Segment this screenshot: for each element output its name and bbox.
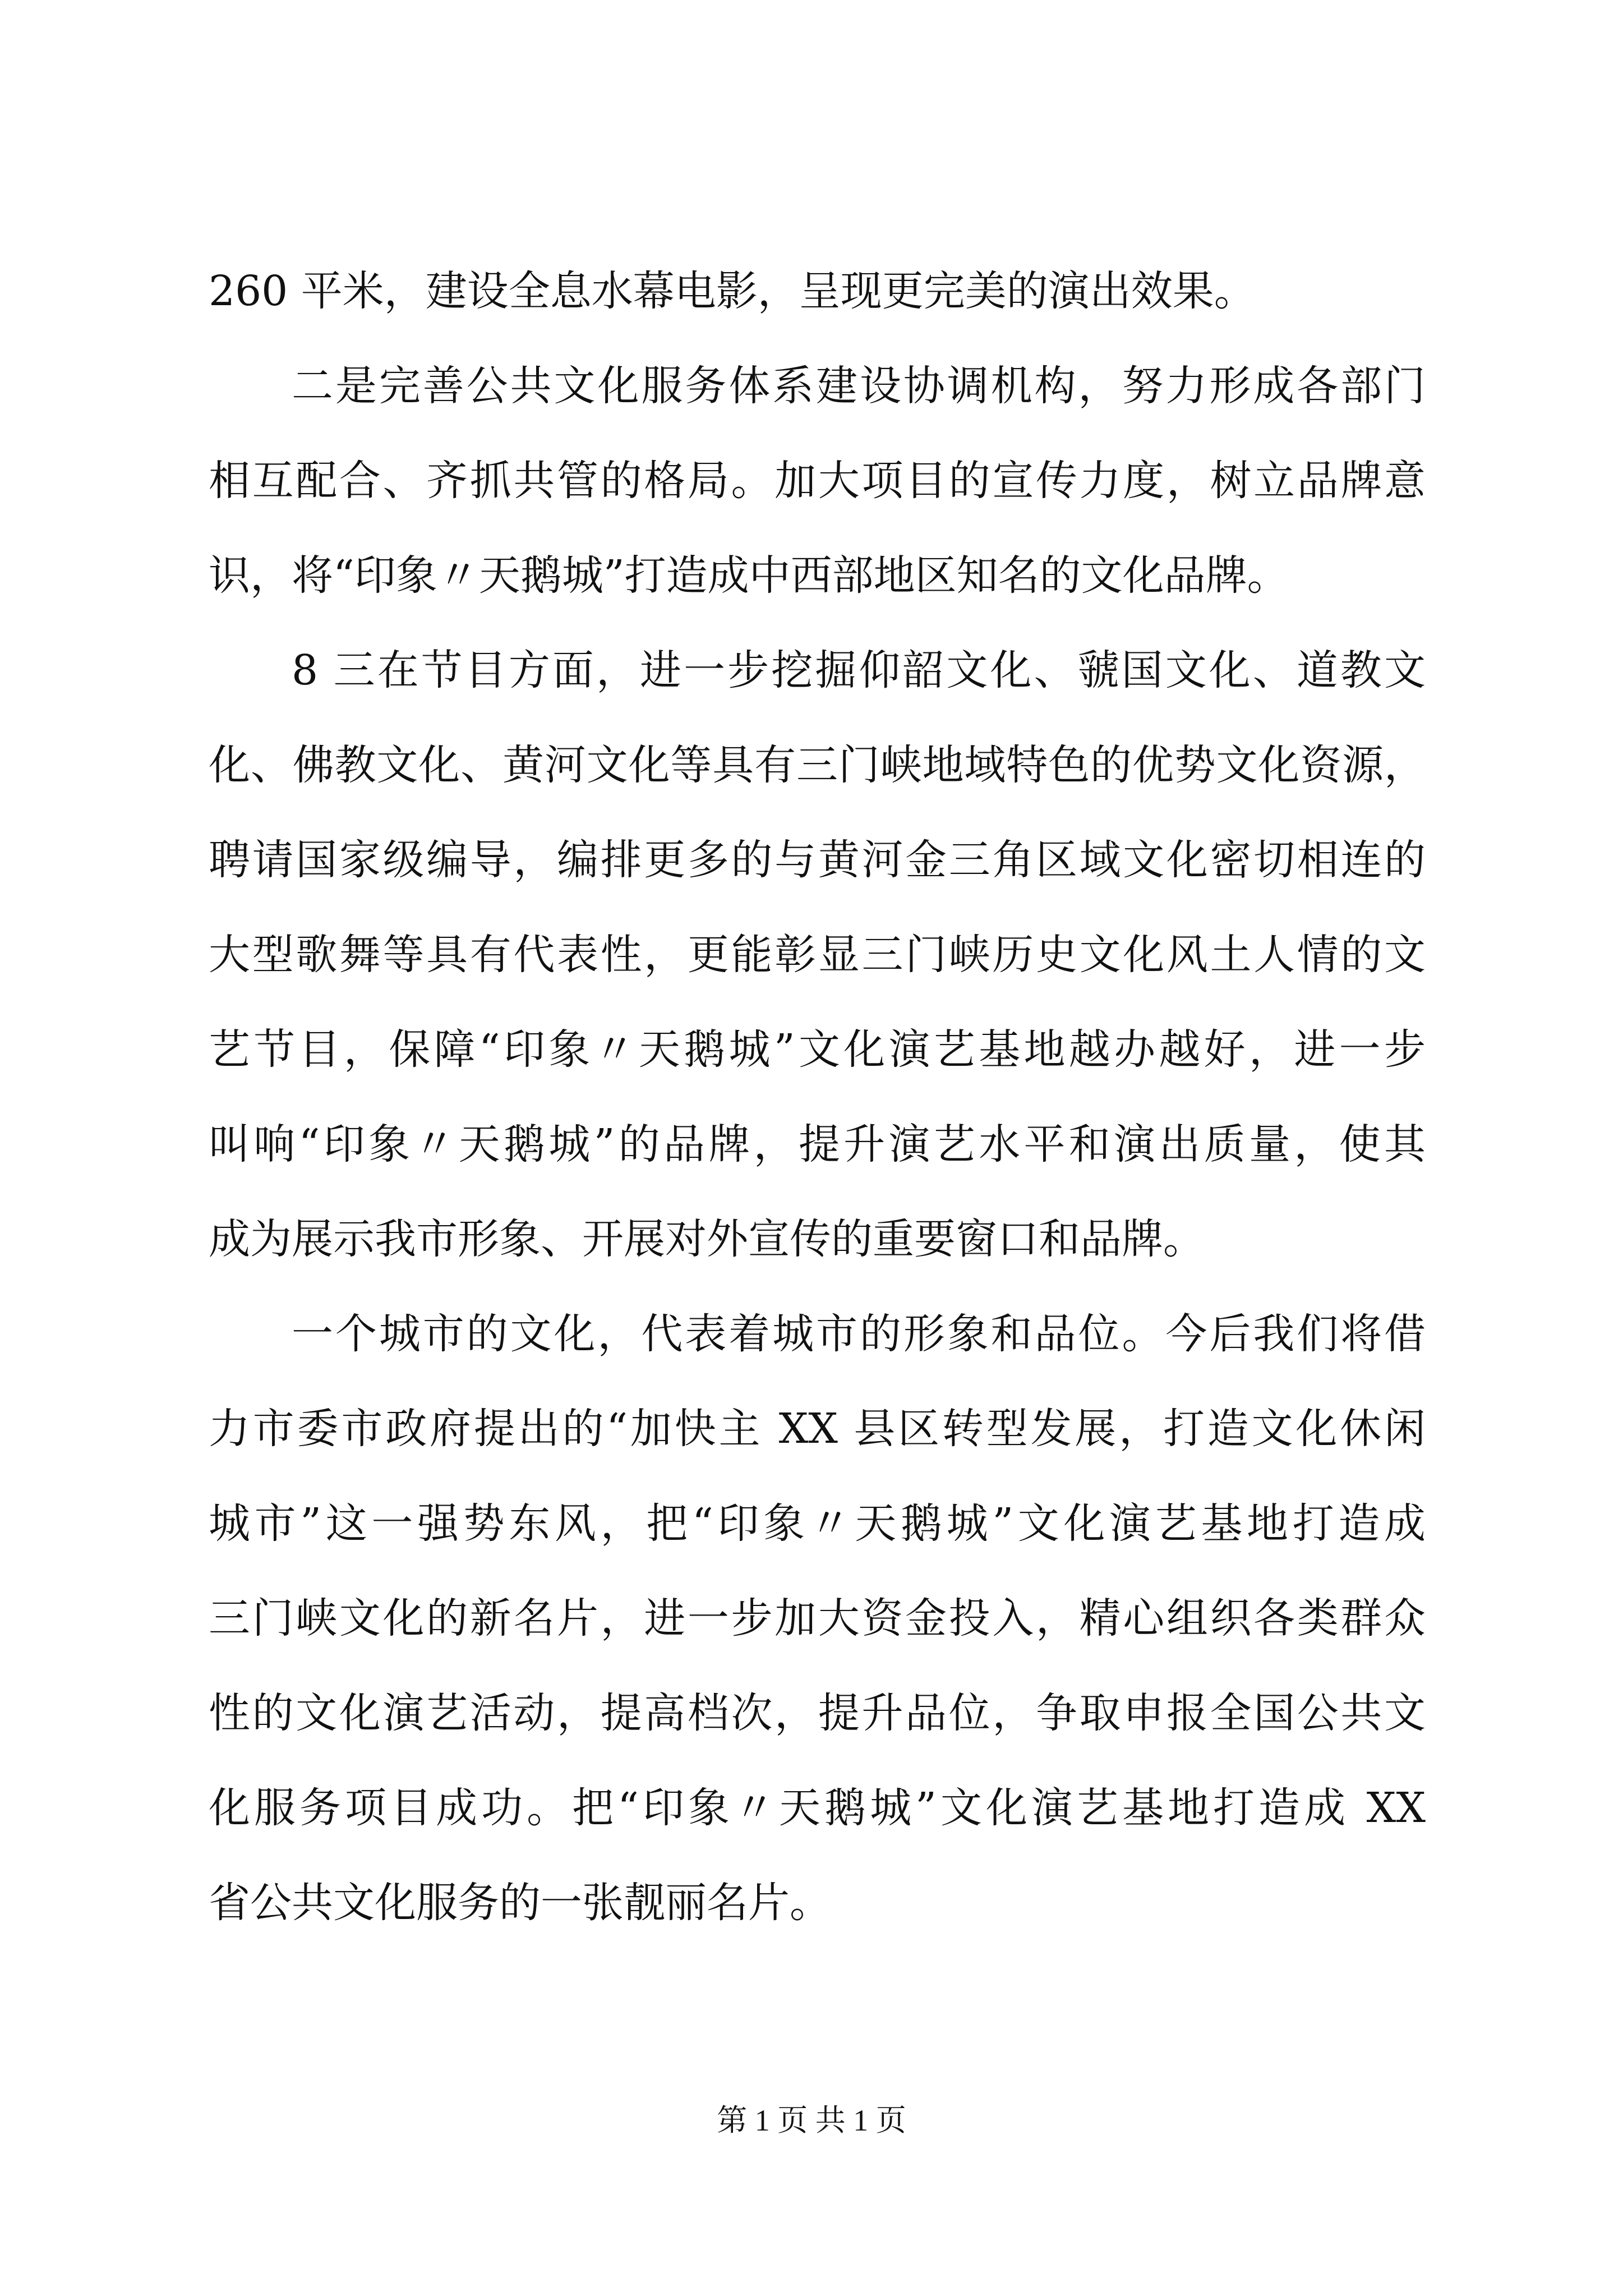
text-line: 260 平米，建设全息水幕电影，呈现更完美的演出效果。 — [209, 267, 1256, 315]
text-line: 三门峡文化的新名片，进一步加大资金投入，精心组织各类群众 — [209, 1594, 1426, 1642]
text-line: 二是完善公共文化服务体系建设协调机构，努力形成各部门 — [292, 362, 1426, 410]
text-line: 成为展示我市形象、开展对外宣传的重要窗口和品牌。 — [209, 1215, 1205, 1263]
text-line: 城市”这一强势东风，把“印象〃天鹅城”文化演艺基地打造成 — [209, 1499, 1426, 1548]
text-line: 识，将“印象〃天鹅城”打造成中西部地区知名的文化品牌。 — [209, 551, 1289, 600]
text-line: 一个城市的文化，代表着城市的形象和品位。今后我们将借 — [292, 1310, 1426, 1358]
text-line: 省公共文化服务的一张靓丽名片。 — [209, 1879, 831, 1927]
text-line: 8 三在节目方面，进一步挖掘仰韶文化、虢国文化、道教文 — [292, 646, 1426, 694]
text-line: 聘请国家级编导，编排更多的与黄河金三角区域文化密切相连的 — [209, 836, 1426, 884]
text-line: 性的文化演艺活动，提高档次，提升品位，争取申报全国公共文 — [209, 1689, 1426, 1737]
text-line: 化服务项目成功。把“印象〃天鹅城”文化演艺基地打造成 XX — [209, 1784, 1426, 1832]
page-footer: 第 1 页 共 1 页 — [717, 2104, 906, 2137]
text-line: 相互配合、齐抓共管的格局。加大项目的宣传力度，树立品牌意 — [209, 457, 1426, 505]
text-line: 力市委市政府提出的“加快主 XX 县区转型发展，打造文化休闲 — [209, 1405, 1426, 1453]
text-line: 大型歌舞等具有代表性，更能彰显三门峡历史文化风土人情的文 — [209, 931, 1426, 979]
text-line: 叫响“印象〃天鹅城”的品牌，提升演艺水平和演出质量，使其 — [209, 1120, 1426, 1168]
text-line: 化、佛教文化、黄河文化等具有三门峡地域特色的优势文化资源， — [209, 741, 1426, 789]
body-text — [209, 244, 1426, 1950]
text-line: 艺节目，保障“印象〃天鹅城”文化演艺基地越办越好，进一步 — [209, 1025, 1426, 1074]
